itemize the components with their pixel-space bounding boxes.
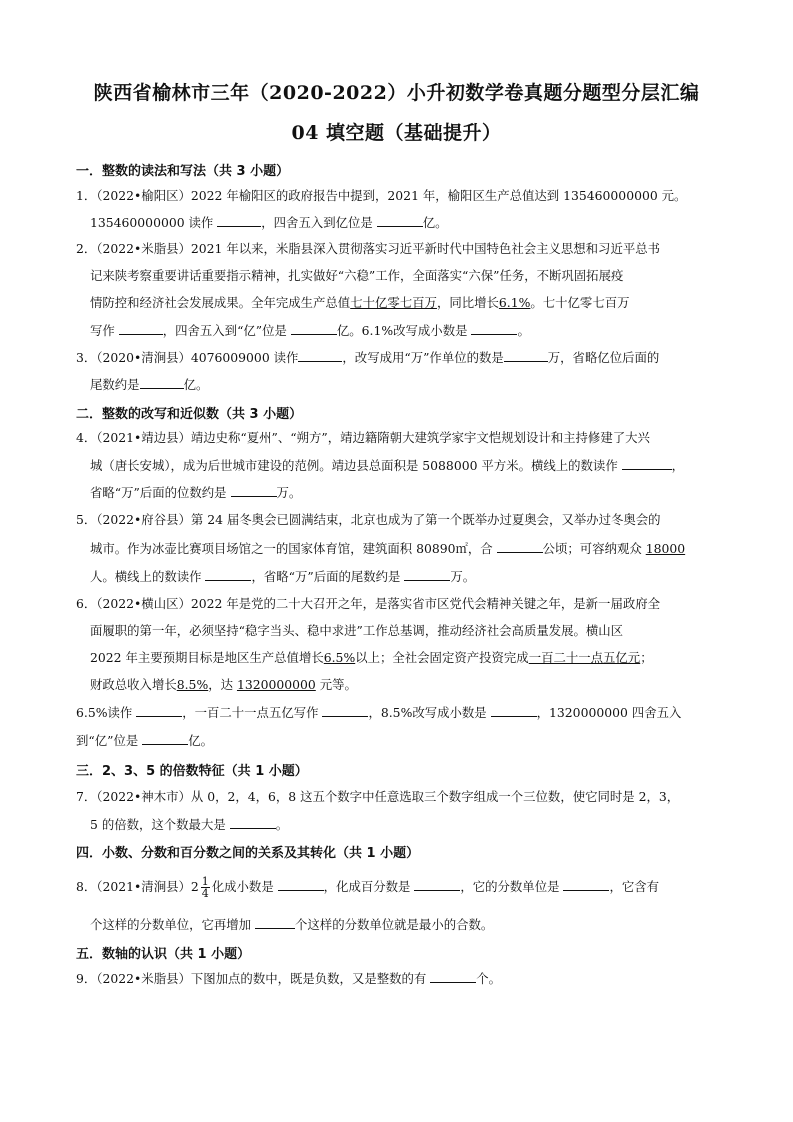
question-6-line-3: 2022 年主要预期目标是地区生产总值增长6.5%以上；全社会固定资产投资完成一百二十一点五亿元； bbox=[90, 650, 653, 665]
answer-blank[interactable] bbox=[291, 322, 337, 335]
question-1-line-2: 135460000000 读作 ，四舍五入到亿位是 亿。 bbox=[90, 215, 448, 230]
question-6-line-6: 到“亿”位是 亿。 bbox=[76, 733, 213, 748]
question-6-line-4: 财政总收入增长8.5%，达 1320000000 元等。 bbox=[90, 677, 357, 692]
question-4-line-2: 城（唐长安城），成为后世城市建设的范例。靖边县总面积是 5088000 平方米。横线上的数读作 ， bbox=[90, 458, 685, 473]
answer-blank[interactable] bbox=[404, 568, 450, 581]
question-4-line-3: 省略“万”后面的位数约是 万。 bbox=[90, 485, 302, 500]
mixed-number-fraction: $\frac{1}{4}$ bbox=[201, 875, 209, 900]
question-3-line-1: 3．（2020•清涧县）4076009000 读作 ，改写成用“万”作单位的数是 万，省略亿位后面的 bbox=[76, 350, 660, 365]
answer-blank[interactable] bbox=[231, 484, 277, 497]
answer-blank[interactable] bbox=[377, 214, 423, 227]
section-heading-5: 五．数轴的认识（共 1 小题） bbox=[76, 947, 251, 962]
answer-blank[interactable] bbox=[471, 322, 517, 335]
answer-blank[interactable] bbox=[622, 457, 672, 470]
answer-blank[interactable] bbox=[491, 704, 537, 717]
page-title: 陕西省榆林市三年（2020-2022）小升初数学卷真题分题型分层汇编 bbox=[93, 82, 700, 104]
question-4-line-1: 4．（2021•靖边县）靖边史称“夏州”、“朔方”，靖边籍隋朝大建筑学家宇文恺规划设计和主持修建了大兴 bbox=[76, 430, 650, 445]
answer-blank[interactable] bbox=[430, 970, 476, 983]
answer-blank[interactable] bbox=[140, 376, 184, 389]
question-6-line-5: 6.5%读作 ，一百二十一点五亿写作 ，8.5%改写成小数是 ，1320000000 四舍五入 bbox=[76, 705, 682, 720]
question-7-line-2: 5 的倍数，这个数最大是 。 bbox=[90, 817, 289, 832]
answer-blank[interactable] bbox=[255, 916, 295, 929]
answer-blank[interactable] bbox=[414, 878, 460, 891]
page-subtitle: 04 填空题（基础提升） bbox=[291, 122, 502, 144]
question-5-line-3: 人。横线上的数读作 ，省略“万”后面的尾数约是 万。 bbox=[90, 569, 476, 584]
question-1-line-1: 1．（2022•榆阳区）2022 年榆阳区的政府报告中提到，2021 年，榆阳区生产总值达到 135460000000 元。 bbox=[76, 188, 687, 203]
answer-blank[interactable] bbox=[278, 878, 324, 891]
question-3-line-2: 尾数约是 亿。 bbox=[90, 377, 209, 392]
question-6-line-1: 6．（2022•横山区）2022 年是党的二十大召开之年，是落实省市区党代会精神关键之年，是新一届政府全 bbox=[76, 596, 661, 611]
answer-blank[interactable] bbox=[217, 214, 261, 227]
question-2-line-2: 记来陕考察重要讲话重要指示精神，扎实做好“六稳”工作，全面落实“六保”任务，不断巩固拓展疫 bbox=[90, 268, 624, 283]
section-heading-3: 三．2、3、5 的倍数特征（共 1 小题） bbox=[76, 764, 308, 779]
question-2-line-1: 2．（2022•米脂县）2021 年以来，米脂县深入贯彻落实习近平新时代中国特色社会主义思想和习近平总书 bbox=[76, 241, 661, 256]
answer-blank[interactable] bbox=[205, 568, 251, 581]
question-2-line-4: 写作 ，四舍五入到“亿”位是 亿。6.1%改写成小数是 。 bbox=[90, 323, 530, 338]
question-5-line-2: 城市。作为冰壶比赛项目场馆之一的国家体育馆，建筑面积 80890㎡，合 公顷；可容纳观众 18000 bbox=[90, 541, 686, 556]
section-heading-2: 二．整数的改写和近似数（共 3 小题） bbox=[76, 407, 303, 422]
answer-blank[interactable] bbox=[298, 349, 342, 362]
answer-blank[interactable] bbox=[322, 704, 368, 717]
answer-blank[interactable] bbox=[142, 732, 188, 745]
question-5-line-1: 5．（2022•府谷县）第 24 届冬奥会已圆满结束，北京也成为了第一个既举办过夏奥会，又举办过冬奥会的 bbox=[76, 512, 661, 527]
answer-blank[interactable] bbox=[504, 349, 548, 362]
answer-blank[interactable] bbox=[497, 540, 543, 553]
answer-blank[interactable] bbox=[136, 704, 182, 717]
section-heading-1: 一．整数的读法和写法（共 3 小题） bbox=[76, 164, 290, 179]
question-8-line-2: 个这样的分数单位，它再增加 个这样的分数单位就是最小的合数。 bbox=[90, 917, 494, 932]
question-2-line-3: 情防控和经济社会发展成果。全年完成生产总值七十亿零七百万，同比增长6.1%。七十亿零七百万 bbox=[90, 295, 630, 310]
question-6-line-2: 面履职的第一年，必须坚持“稳字当头、稳中求进”工作总基调，推动经济社会高质量发展。横山区 bbox=[90, 623, 624, 638]
question-8-line-1: 8．（2021•清涧县）2 $\frac{1}{4}$ 化成小数是 ，化成百分数是 ，它的分数单位是 ，它含有 bbox=[76, 875, 659, 900]
question-9-line-1: 9．（2022•米脂县）下图加点的数中，既是负数，又是整数的有 个。 bbox=[76, 971, 502, 986]
question-7-line-1: 7．（2022•神木市）从 0，2，4，6，8 这五个数字中任意选取三个数字组成一个三位数，使它同时是 2，3， bbox=[76, 789, 680, 804]
section-heading-4: 四．小数、分数和百分数之间的关系及其转化（共 1 小题） bbox=[76, 846, 420, 861]
answer-blank[interactable] bbox=[230, 816, 276, 829]
answer-blank[interactable] bbox=[563, 878, 609, 891]
answer-blank[interactable] bbox=[119, 322, 163, 335]
